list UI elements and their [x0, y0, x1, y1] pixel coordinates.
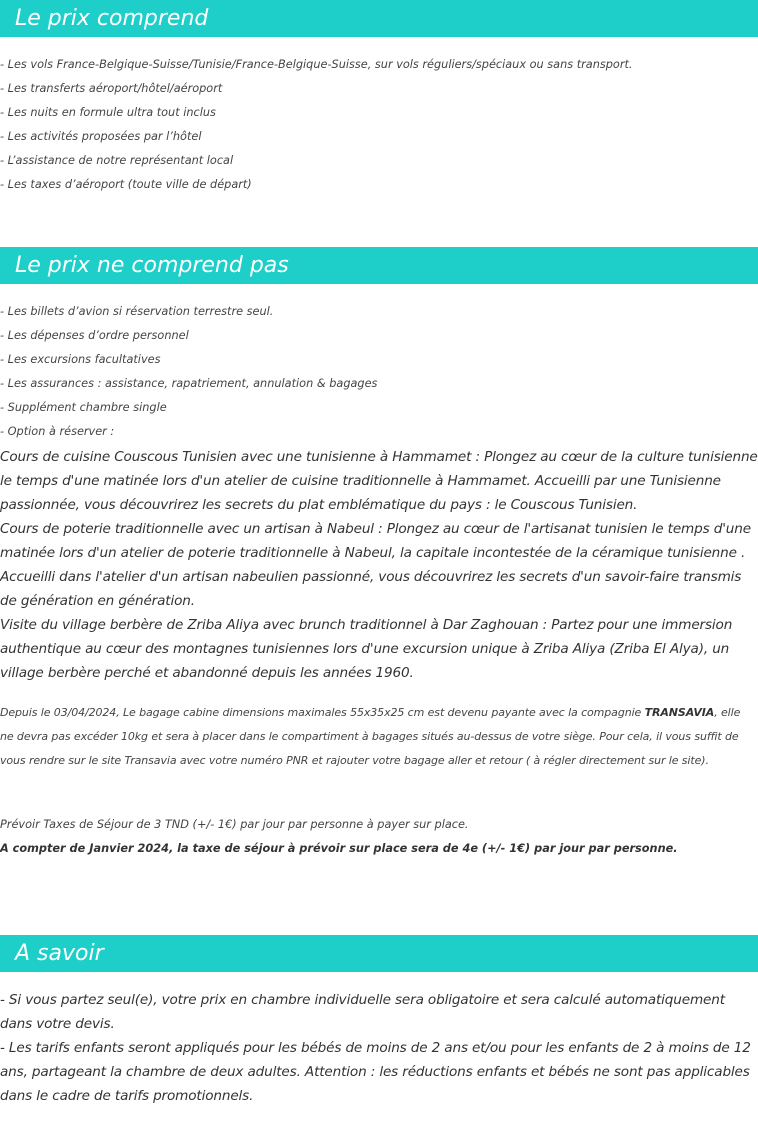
- list-item: - L’assistance de notre représentant local: [0, 154, 234, 167]
- baggage-note-text-end: , elle ne devra pas excéder 10kg et sera à placer dans le compartiment à bagages situés au-dessus de votre siège. Pour cela, il vous suffit de vous rendre sur le site Transavia avec votre numéro PNR et rajouter votre bagage aller et retour ( à régler directement sur le site).: [0, 706, 741, 767]
- baggage-note-text: Depuis le 03/04/2024, Le bagage cabine dimensions maximales 55x35x25 cm est devenu payante avec la compagnie: [0, 706, 645, 719]
- list-item: - Les vols France-Belgique-Suisse/Tunisie/France-Belgique-Suisse, sur vols réguliers/spéciaux ou sans transport.: [0, 58, 633, 71]
- tax-notes: [0, 813, 758, 861]
- section-title-good-to-know: A savoir: [15, 941, 104, 966]
- list-item: - Supplément chambre single: [0, 401, 167, 414]
- airline-name: TRANSAVIA: [644, 706, 715, 719]
- included-list: [0, 53, 758, 197]
- option-cooking-class: Cours de cuisine Couscous Tunisien avec une tunisienne à Hammamet : Plongez au cœur de la culture tunisienne le temps d'une matinée lors d'un atelier de cuisine traditionnelle à Hammamet. Accueilli par une Tunisienne passionnée, vous découvrirez les secrets du plat emblématique du pays : le Couscous Tunisien.: [0, 449, 758, 513]
- option-pottery-class: Cours de poterie traditionnelle avec un artisan à Nabeul : Plongez au cœur de l'artisanat tunisien le temps d'une matinée lors d'un atelier de poterie traditionnelle à Nabeul, la capitale incontestée de la céramique tunisienne . Accueilli dans l'atelier d'un artisan nabeulien passionné, vous découvrirez les secrets d'un savoir-faire transmis de génération en génération.: [0, 521, 751, 609]
- section-title-excluded: Le prix ne comprend pas: [15, 253, 289, 278]
- section-header-good-to-know: [0, 935, 758, 972]
- list-item: - Les tarifs enfants seront appliqués pour les bébés de moins de 2 ans et/ou pour les enfants de 2 à moins de 12 ans, partageant la chambre de deux adultes. Attention : les réductions enfants et bébés ne sont pas applicables dans le cadre de tarifs promotionnels.: [0, 1040, 751, 1104]
- section-title-included: Le prix comprend: [15, 6, 209, 31]
- list-item: - Les assurances : assistance, rapatriement, annulation & bagages: [0, 377, 378, 390]
- list-item: - Les billets d’avion si réservation terrestre seul.: [0, 305, 274, 318]
- list-item: - Option à réserver :: [0, 425, 115, 438]
- good-to-know-list: [0, 988, 758, 1108]
- list-item: - Les activités proposées par l’hôtel: [0, 130, 202, 143]
- option-berber-village: Visite du village berbère de Zriba Aliya avec brunch traditionnel à Dar Zaghouan : Partez pour une immersion authentique au cœur des montagnes tunisiennes lors d'une excursion unique à Zriba Aliya (Zriba El Alya), un village berbère perché et abandonné depuis les années 1960.: [0, 617, 733, 681]
- list-item: - Les dépenses d’ordre personnel: [0, 329, 189, 342]
- list-item: - Les transferts aéroport/hôtel/aéroport: [0, 82, 223, 95]
- excluded-list: [0, 300, 758, 444]
- list-item: - Les excursions facultatives: [0, 353, 161, 366]
- list-item: - Si vous partez seul(e), votre prix en chambre individuelle sera obligatoire et sera calculé automatiquement dans votre devis.: [0, 992, 725, 1032]
- baggage-note: [0, 701, 756, 773]
- section-header-excluded: [0, 247, 758, 284]
- list-item: - Les nuits en formule ultra tout inclus: [0, 106, 216, 119]
- section-header-included: [0, 0, 758, 37]
- excursion-options: [0, 445, 758, 685]
- tax-note: Prévoir Taxes de Séjour de 3 TND (+/- 1€) par jour par personne à payer sur place.: [0, 818, 469, 831]
- tax-note-bold: A compter de Janvier 2024, la taxe de séjour à prévoir sur place sera de 4e (+/- 1€) par jour par personne.: [0, 842, 678, 855]
- list-item: - Les taxes d’aéroport (toute ville de départ): [0, 178, 252, 191]
